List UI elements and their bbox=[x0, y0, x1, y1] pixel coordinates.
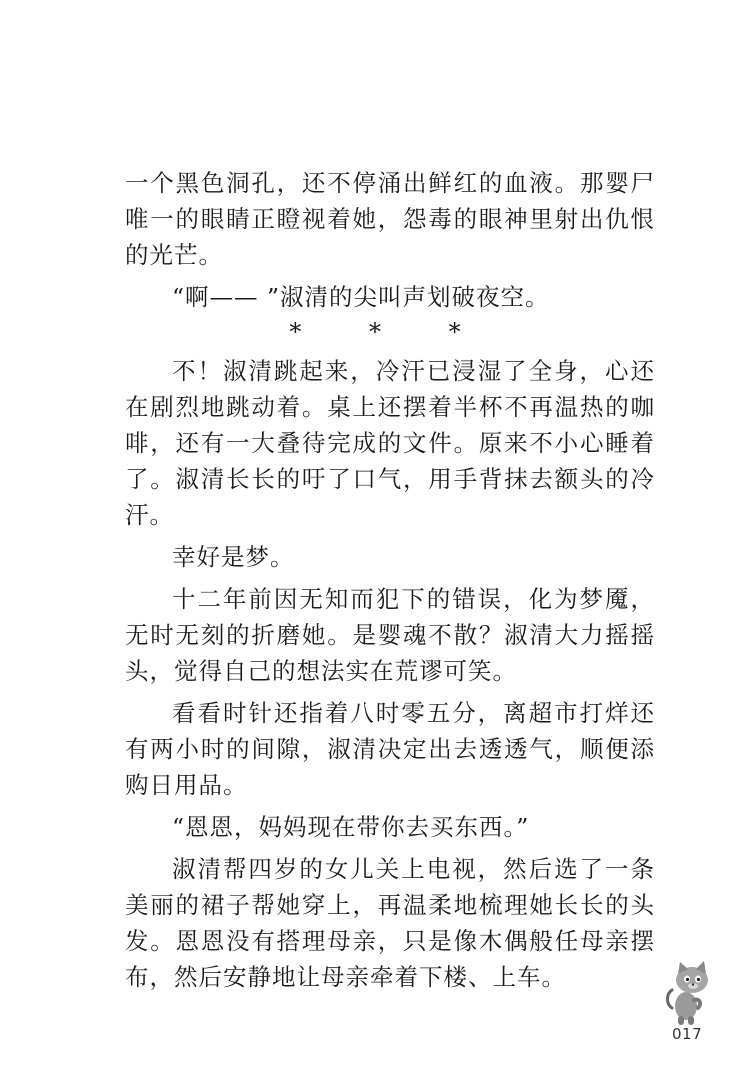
text-block-bottom bbox=[125, 353, 655, 995]
paragraph: “恩恩，妈妈现在带你去买东西。” bbox=[172, 813, 530, 841]
text-block-top bbox=[125, 165, 655, 315]
paragraph: 一个黑色洞孔，还不停涌出鲜红的血液。那婴尸唯一的眼睛正瞪视着她，怨毒的眼神里射出仇恨的光芒。 bbox=[125, 169, 655, 269]
paragraph: 淑清帮四岁的女儿关上电视，然后选了一条美丽的裙子帮她穿上，再温柔地梳理她长长的头发。恩恩没有搭理母亲，只是像木偶般任母亲摆布，然后安静地让母亲牵着下楼、上车。 bbox=[125, 855, 655, 991]
cartoon-cat-icon bbox=[664, 960, 712, 1028]
page-number: 017 bbox=[672, 1025, 703, 1043]
paragraph: “啊—— ”淑清的尖叫声划破夜空。 bbox=[172, 283, 550, 311]
paragraph: 看看时针还指着八时零五分，离超市打烊还有两小时的间隙，淑清决定出去透透气，顺便添购日用品。 bbox=[125, 699, 655, 799]
paragraph: 不！淑清跳起来，冷汗已浸湿了全身，心还在剧烈地跳动着。桌上还摆着半杯不再温热的咖啡，还有一大叠待完成的文件。原来不小心睡着了。淑清长长的吁了口气，用手背抹去额头的冷汗。 bbox=[125, 357, 655, 529]
paragraph: 十二年前因无知而犯下的错误，化为梦魇，无时无刻的折磨她。是婴魂不散？淑清大力摇摇头，觉得自己的想法实在荒谬可笑。 bbox=[125, 585, 655, 685]
paragraph: 幸好是梦。 bbox=[172, 543, 295, 571]
section-separator: * * * bbox=[289, 318, 491, 346]
